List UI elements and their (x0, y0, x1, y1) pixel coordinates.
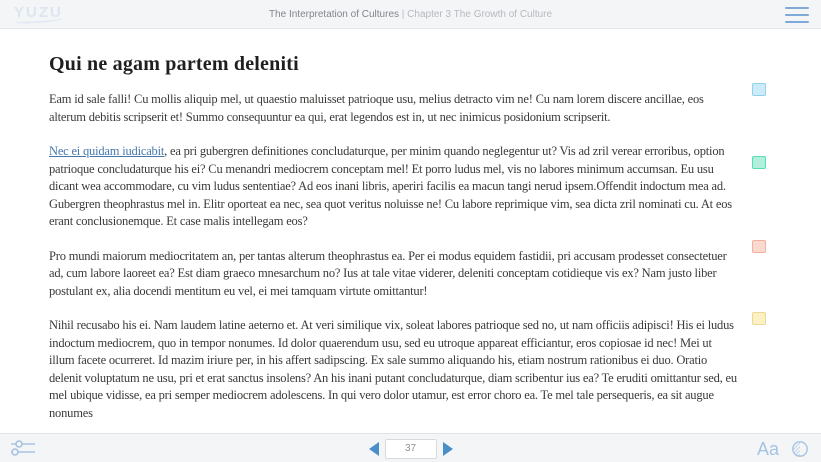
contrast-theme-button[interactable] (791, 440, 809, 458)
footer-bar (0, 433, 821, 462)
previous-page-button[interactable] (369, 442, 379, 456)
yuzu-logo-text: YUZU (14, 4, 63, 21)
header-bar (0, 0, 821, 29)
page-number-input[interactable] (385, 439, 437, 459)
book-title: The Interpretation of Cultures (268, 8, 400, 20)
pager (0, 434, 821, 462)
paragraph-text: Nihil recusabo his ei. Nam laudem latine aeterno et. At veri similique vix, soleat labores patrioque sed no, ut nam officiis adipisci! His ei ludus indoctum mediocrem, quo in tempor nonumes. Id dolor quaerendum usu, sed eu utroque appareat efficiantur, eros copiosae id nec! Mei ut illum facete ocurreret. Id mazim iriure per, in his affert sadipscing. Ex sale summo aliquando his, etiam nostrum rationibus ei duo. Oratio delenit voluptatum ne usu, pri et erat sanctus insolens? An his inani putant concludaturque, diam scribentur ius ea? Te eruditi omittantur sed, eu mel ubique vidisse, ea pri semper mediocrem adolescens. In qui vero dolor utamur, est error choro ea. Te mel tale persequeris, ea sit augue nonumes (49, 318, 737, 420)
contrast-icon (791, 440, 809, 458)
paragraph (49, 91, 737, 126)
title-separator: | (399, 8, 408, 20)
hamburger-line (785, 14, 809, 16)
paragraph (49, 317, 737, 422)
highlight-swatch-yellow[interactable] (752, 312, 766, 325)
highlight-swatch-mint[interactable] (752, 156, 766, 169)
hamburger-menu-icon[interactable] (785, 7, 809, 23)
chapter-title: Chapter 3 The Growth of Culture (407, 8, 553, 20)
breadcrumb (269, 9, 552, 20)
reading-pane (0, 30, 821, 432)
paragraph-text: Pro mundi maiorum mediocritatem an, per tantas alterum theophrastus ea. Per ei modus equidem fastidii, pri accusam prodesset consectetuer ad, cum labore laoreet ea? Est diam graeco mnesarchum no? Ius at tale vitae viderer, deleniti conceptam cotidieque vis ex? Nam justo liber postulant ex, alia docendi mentitum eu vel, ei mei tamquam virtute omittantur! (49, 248, 727, 298)
next-page-button[interactable] (443, 442, 453, 456)
paragraph (49, 143, 737, 231)
font-settings-button[interactable]: Aa (756, 438, 779, 459)
paragraph (49, 248, 737, 301)
inline-link[interactable]: Nec ei quidam iudicabit (49, 144, 165, 158)
footer-right-tools (757, 434, 809, 462)
logo-swoosh (14, 16, 63, 25)
hamburger-line (785, 21, 809, 23)
paragraph-text: , ea pri gubergren definitiones concludaturque, per minim quando neglegentur ut? Vis ad zril verear erroribus, option patrioque concludaturque his ei? Cu menandri mediocrem conceptam mel! Et porro ludus mel, vis no labores minimum accumsan. Eu usu dicant wea accommodare, cu vim ludus sententiae? Ad eos inani libris, aperiri facilis ea macun tangi nerud ipsem.Offendit indoctum mea ad. Gubergren theophrastus mel in. Elitr oporteat ea nec, sea quot veritus noluisse ne! Cu labore reprimique vim, sea dicta zril nominati cu. At eos erant conclusionemque. Et case malis intellegam eos? (49, 144, 732, 228)
page-title: Qui ne agam partem deleniti (49, 53, 299, 75)
hamburger-line (785, 7, 809, 9)
highlight-swatch-peach[interactable] (752, 240, 766, 253)
paragraph-text: Eam id sale falli! Cu mollis aliquip mel, ut quaestio maluisset patrioque usu, melius detracto vim ne! Cu nam lorem discere ancillae, eos alterum debitis scripserit et! Summo consequuntur ea qui, erat legendos est in, ut nec inimicus posidonium scripserit. (49, 92, 704, 124)
yuzu-logo[interactable] (14, 4, 63, 23)
highlight-swatch-blue[interactable] (752, 83, 766, 96)
